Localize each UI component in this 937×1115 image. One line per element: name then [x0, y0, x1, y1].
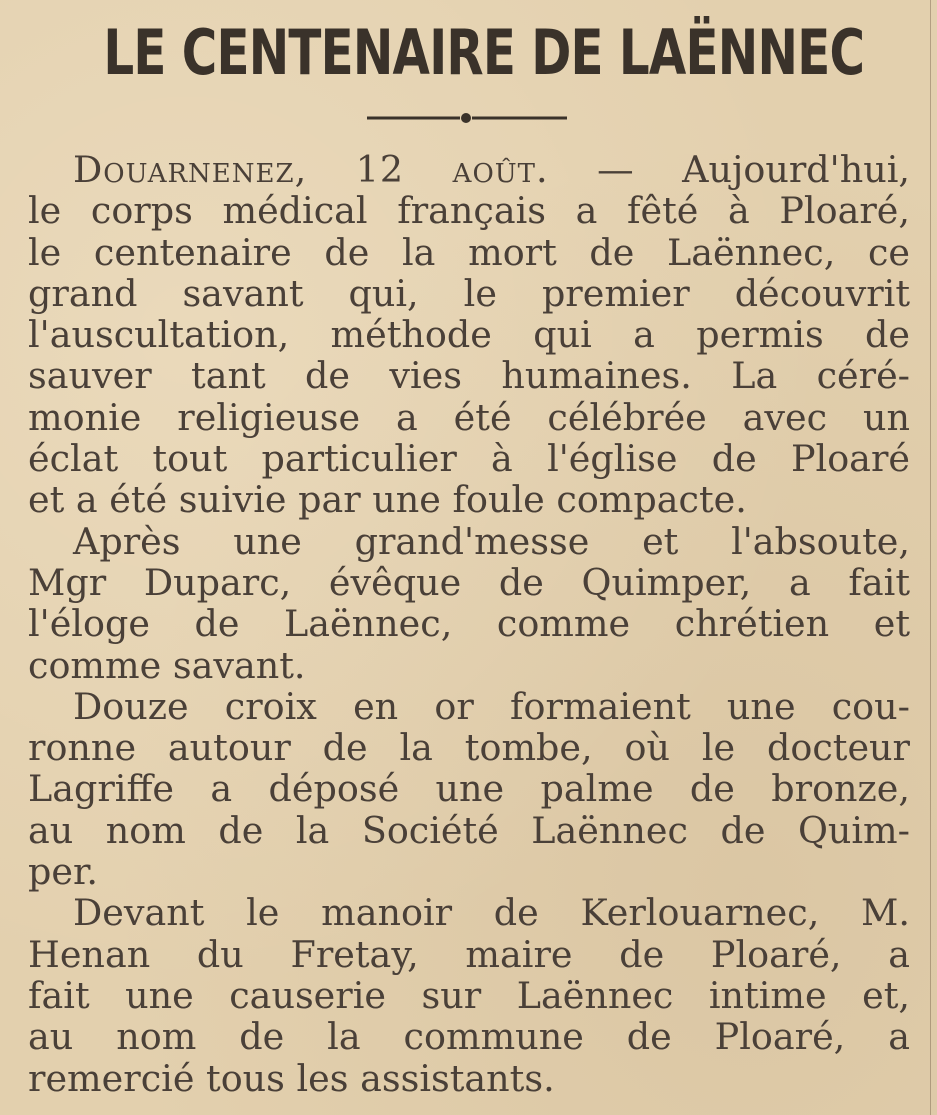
article-line: Devant le manoir de Kerlouarnec, M.: [73, 891, 910, 935]
column-rule: [930, 0, 931, 1115]
article-line: comme savant.: [28, 643, 306, 687]
article-line: remercié tous les assistants.: [28, 1056, 555, 1100]
article-line: Douarnenez, 12 août. — Aujourd'hui,: [73, 148, 910, 191]
article-line: au nom de la Société Laënnec de Quim-: [28, 808, 910, 852]
article-line: Douze croix en or formaient une cou-: [73, 684, 910, 728]
article-line: monie religieuse a été célébrée avec un: [28, 395, 910, 439]
article-line: l'éloge de Laënnec, comme chrétien et: [28, 602, 910, 646]
article-line: Mgr Duparc, évêque de Quimper, a fait: [28, 560, 910, 604]
article-line: Après une grand'messe et l'absoute,: [73, 519, 910, 563]
article-line: et a été suivie par une foule compacte.: [28, 478, 747, 522]
article-line: le corps médical français a fêté à Ploaré,: [28, 189, 910, 233]
article-line: ronne autour de la tombe, où le docteur: [28, 726, 910, 770]
article-line: l'auscultation, méthode qui a permis de: [28, 313, 910, 357]
article-line: grand savant qui, le premier découvrit: [28, 271, 910, 315]
article-line: au nom de la commune de Ploaré, a: [28, 1015, 910, 1059]
article-line: Lagriffe a déposé une palme de bronze,: [28, 767, 910, 811]
article-body: [28, 149, 910, 1099]
article-line: le centenaire de la mort de Laënnec, ce: [28, 230, 910, 274]
headline: LE CENTENAIRE DE LAËNNEC: [103, 16, 865, 89]
article-line: per.: [28, 850, 99, 894]
article-line: éclat tout particulier à l'église de Ploaré: [28, 437, 910, 481]
article-line: Henan du Fretay, maire de Ploaré, a: [28, 932, 910, 976]
ornament-divider: [367, 110, 567, 126]
article-line: sauver tant de vies humaines. La céré-: [28, 354, 910, 398]
dateline: Douarnenez, 12 août. —: [73, 148, 635, 191]
article-line: fait une causerie sur Laënnec intime et,: [28, 973, 910, 1017]
